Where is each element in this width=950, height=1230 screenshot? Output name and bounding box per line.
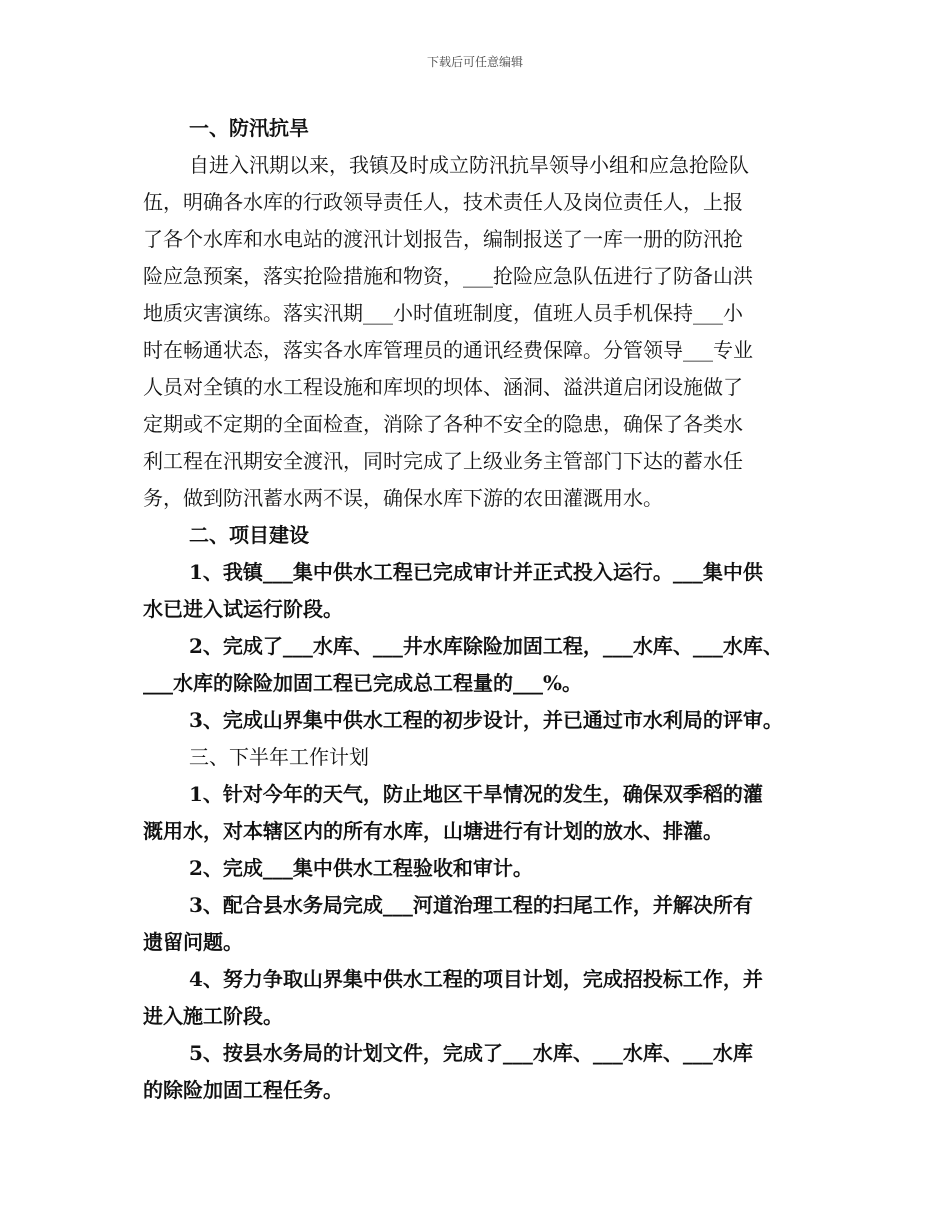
list-item: 2、完成___集中供水工程验收和审计。	[189, 856, 533, 880]
list-item: 4、努力争取山界集中供水工程的项目计划，完成招投标工作，并	[189, 967, 763, 991]
list-item: 遗留问题。	[143, 930, 243, 954]
paragraph-line: 利工程在汛期安全渡汛，同时完成了上级业务主管部门下达的蓄水任	[143, 449, 743, 473]
list-item: 3、配合县水务局完成___河道治理工程的扫尾工作，并解决所有	[189, 893, 753, 917]
paragraph-line: 自进入汛期以来，我镇及时成立防汛抗旱领导小组和应急抢险队	[189, 153, 749, 177]
paragraph-line: 务，做到防汛蓄水两不误，确保水库下游的农田灌溉用水。	[143, 486, 663, 510]
header-note: 下载后可任意编辑	[426, 55, 523, 69]
section-heading-projects: 二、项目建设	[189, 523, 309, 547]
list-item: 5、按县水务局的计划文件，完成了___水库、___水库、___水库	[189, 1041, 753, 1065]
list-item: 1、我镇___集中供水工程已完成审计并正式投入运行。___集中供	[189, 560, 763, 584]
paragraph-line: 险应急预案，落实抢险措施和物资，___抢险应急队伍进行了防备山洪	[143, 264, 753, 288]
section-heading-plan: 三、下半年工作计划	[189, 745, 369, 769]
paragraph-line: 时在畅通状态，落实各水库管理员的通讯经费保障。分管领导___专业	[143, 338, 753, 362]
list-item: 2、完成了___水库、___井水库除险加固工程，___水库、___水库、	[189, 634, 783, 658]
paragraph-line: 人员对全镇的水工程设施和库坝的坝体、涵洞、溢洪道启闭设施做了	[143, 375, 743, 399]
paragraph-line: 地质灾害演练。落实汛期___小时值班制度，值班人员手机保持___小	[143, 301, 743, 325]
list-item: 水已进入试运行阶段。	[143, 597, 343, 621]
document-body	[143, 110, 823, 1109]
list-item: ___水库的除险加固工程已完成总工程量的___%。	[143, 671, 583, 695]
list-item: 1、针对今年的天气，防止地区干旱情况的发生，确保双季稻的灌	[189, 782, 763, 806]
list-item: 的除险加固工程任务。	[143, 1078, 343, 1102]
list-item: 溉用水，对本辖区内的所有水库，山塘进行有计划的放水、排灌。	[143, 819, 723, 843]
paragraph-line: 了各个水库和水电站的渡汛计划报告，编制报送了一库一册的防汛抢	[143, 227, 743, 251]
list-item: 3、完成山界集中供水工程的初步设计，并已通过市水利局的评审。	[189, 708, 783, 732]
section-heading-flood: 一、防汛抗旱	[189, 116, 309, 140]
paragraph-line: 定期或不定期的全面检查，消除了各种不安全的隐患，确保了各类水	[143, 412, 743, 436]
list-item: 进入施工阶段。	[143, 1004, 283, 1028]
paragraph-line: 伍，明确各水库的行政领导责任人，技术责任人及岗位责任人，上报	[143, 190, 743, 214]
